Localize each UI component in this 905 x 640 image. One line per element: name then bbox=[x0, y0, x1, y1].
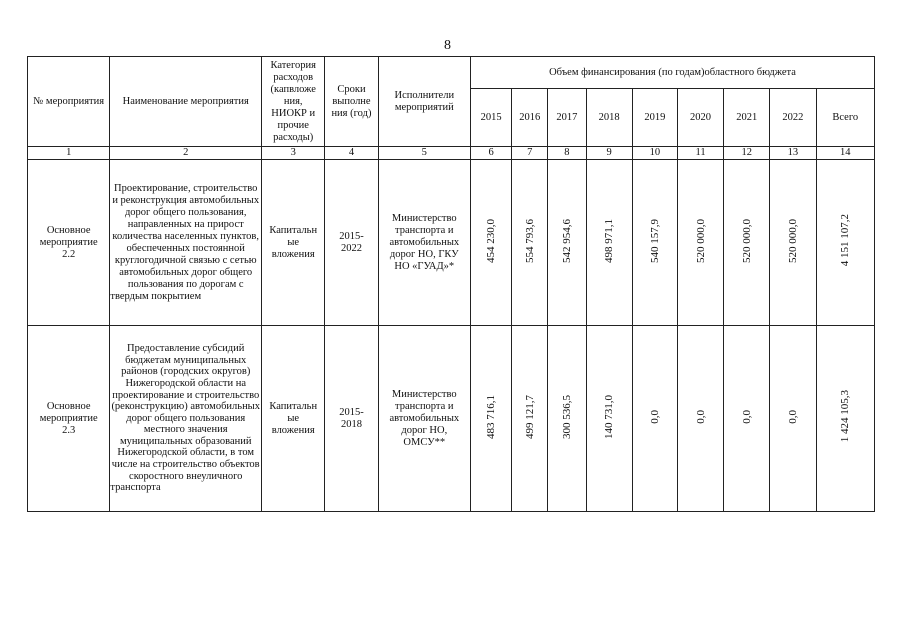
activity-number-cell bbox=[28, 160, 110, 326]
value-2015: 483 716,1 bbox=[471, 326, 512, 512]
value-2017: 542 954,6 bbox=[548, 160, 586, 326]
table-row bbox=[28, 160, 875, 326]
column-number: 2 bbox=[110, 147, 262, 160]
expense-category: Капитальн ые вложения bbox=[262, 160, 325, 326]
header-year-2021: 2021 bbox=[724, 89, 770, 147]
financing-table bbox=[27, 56, 875, 512]
column-number: 1 bbox=[28, 147, 110, 160]
header-year-2020: 2020 bbox=[677, 89, 723, 147]
header-activity-name: Наименование мероприятия bbox=[110, 57, 262, 147]
column-number: 3 bbox=[262, 147, 325, 160]
value-2016: 554 793,6 bbox=[512, 160, 548, 326]
header-row-top bbox=[28, 57, 875, 89]
value-total: 1 424 105,3 bbox=[816, 326, 874, 512]
column-number-row bbox=[28, 147, 875, 160]
column-number: 6 bbox=[471, 147, 512, 160]
value-2017: 300 536,5 bbox=[548, 326, 586, 512]
executors: Министерство транспорта и автомобильных дорог НО, ГКУ НО «ГУАД»* bbox=[378, 160, 470, 326]
header-year-2018: 2018 bbox=[586, 89, 632, 147]
expense-category: Капитальн ые вложения bbox=[262, 326, 325, 512]
terms: 2015- 2018 bbox=[325, 326, 378, 512]
value-2016: 499 121,7 bbox=[512, 326, 548, 512]
value-2021: 520 000,0 bbox=[724, 160, 770, 326]
header-executors-lines: Исполнители мероприятий bbox=[394, 89, 455, 113]
header-activity-number: № мероприятия bbox=[28, 57, 110, 147]
column-number: 14 bbox=[816, 147, 874, 160]
header-executors bbox=[378, 57, 470, 147]
header-year-2019: 2019 bbox=[632, 89, 677, 147]
value-2020: 0,0 bbox=[677, 326, 723, 512]
header-year-2017: 2017 bbox=[548, 89, 586, 147]
header-expense-category bbox=[262, 57, 325, 147]
executors: Министерство транспорта и автомобильных дорог НО, ОМСУ** bbox=[378, 326, 470, 512]
value-2022: 0,0 bbox=[770, 326, 816, 512]
activity-name: Проектирование, строительство и реконструкция автомобильных дорог общего пользования, направленных на прирост количества населенных пунктов, обеспеченных постоянной круглогодичной связью с сетью автомобильных дорог общего пользования по дорогам с твердым покрытием bbox=[110, 160, 262, 326]
value-2019: 540 157,9 bbox=[632, 160, 677, 326]
column-number: 4 bbox=[325, 147, 378, 160]
activity-number: Основное мероприятие 2.3 bbox=[39, 400, 98, 436]
column-number: 12 bbox=[724, 147, 770, 160]
page-number: 8 bbox=[444, 38, 451, 53]
header-expense-category-lines: Категория расходов (капвложе ния, НИОКР и прочие расходы) bbox=[270, 59, 316, 143]
value-2022: 520 000,0 bbox=[770, 160, 816, 326]
activity-number: Основное мероприятие 2.2 bbox=[39, 224, 98, 260]
value-2018: 498 971,1 bbox=[586, 160, 632, 326]
value-2020: 520 000,0 bbox=[677, 160, 723, 326]
column-number: 10 bbox=[632, 147, 677, 160]
column-number: 5 bbox=[378, 147, 470, 160]
column-number: 7 bbox=[512, 147, 548, 160]
header-year-2015: 2015 bbox=[471, 89, 512, 147]
header-terms-lines: Сроки выполне ния (год) bbox=[331, 83, 372, 119]
table-row bbox=[28, 326, 875, 512]
value-total: 4 151 107,2 bbox=[816, 160, 874, 326]
header-year-2022: 2022 bbox=[770, 89, 816, 147]
header-total: Всего bbox=[816, 89, 874, 147]
terms: 2015- 2022 bbox=[325, 160, 378, 326]
column-number: 11 bbox=[677, 147, 723, 160]
value-2021: 0,0 bbox=[724, 326, 770, 512]
column-number: 9 bbox=[586, 147, 632, 160]
header-financing: Объем финансирования (по годам)областного бюджета bbox=[471, 57, 875, 89]
activity-number-cell bbox=[28, 326, 110, 512]
column-number: 8 bbox=[548, 147, 586, 160]
header-terms bbox=[325, 57, 378, 147]
value-2015: 454 230,0 bbox=[471, 160, 512, 326]
value-2018: 140 731,0 bbox=[586, 326, 632, 512]
header-year-2016: 2016 bbox=[512, 89, 548, 147]
activity-name: Предоставление субсидий бюджетам муниципальных районов (городских округов) Нижегородской области на проектирование и строительство (реконструкцию) автомобильных дорог общего пользования местного значения муниципальных образований Нижегородской области, в том числе на строительство объектов скоростного внеуличного транспорта bbox=[110, 326, 262, 512]
column-number: 13 bbox=[770, 147, 816, 160]
value-2019: 0,0 bbox=[632, 326, 677, 512]
